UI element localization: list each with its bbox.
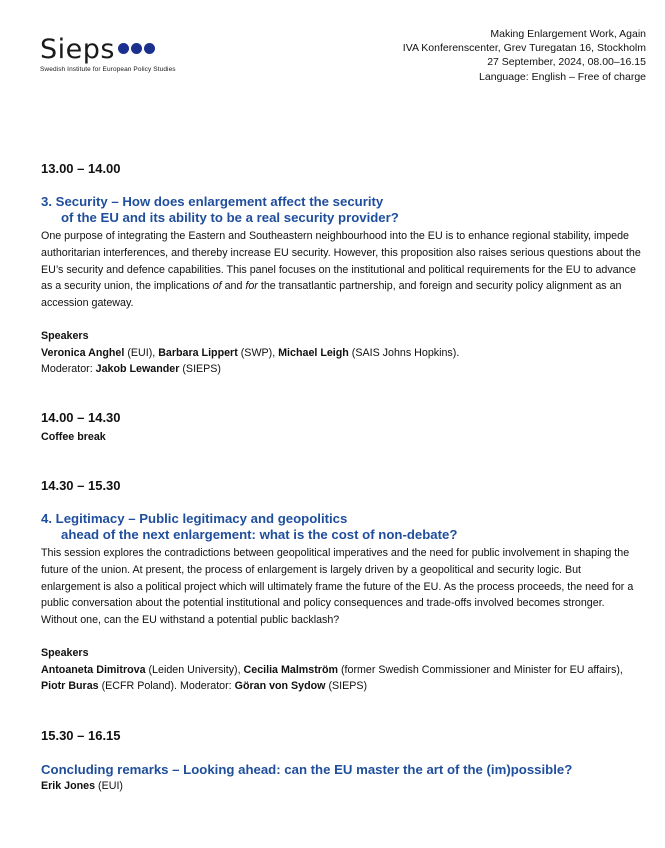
session-4-speakers <box>41 645 641 695</box>
session-4-title-line2: ahead of the next enlargement: what is the cost of non-debate? <box>61 527 458 542</box>
event-date: 27 September, 2024, 08.00–16.15 <box>487 56 646 69</box>
session-4-title <box>41 511 641 543</box>
speakers-heading: Speakers <box>41 330 89 342</box>
closing-speaker: Erik Jones (EUI) <box>41 780 123 792</box>
speaker-list: Antoaneta Dimitrova (Leiden University), Cecilia Malmström (former Swedish Commissioner and Minister for EU affairs), Piotr Buras (ECFR Poland). Moderator: Göran von Sydow (SIEPS) <box>41 663 623 692</box>
event-title: Making Enlargement Work, Again <box>490 28 646 40</box>
logo-subtitle: Swedish Institute for European Policy Studies <box>40 66 176 73</box>
speaker-list: Veronica Anghel (EUI), Barbara Lippert (SWP), Michael Leigh (SAIS Johns Hopkins). <box>41 346 460 359</box>
break-time: 14.00 – 14.30 <box>41 410 121 425</box>
event-info <box>403 27 646 84</box>
session-4-title-line1: 4. Legitimacy – Public legitimacy and geopolitics <box>41 511 348 526</box>
session-4-description: This session explores the contradictions between geopolitical imperatives and the need for public involvement in shaping the future of the union. At present, the process of enlargement is largely driven by a geopolitical and security logic. But enlargement is also a political project which will ultimately frame the future of the EU. As the process proceeds, the need for a public conversation about the potential institutional and policy consequences and trade-offs involved becomes stronger. Without one, can the EU withstand a potential public backlash? <box>41 547 634 627</box>
event-language: Language: English – Free of charge <box>479 70 646 83</box>
speakers-heading: Speakers <box>41 647 89 659</box>
logo-dots-icon <box>118 41 157 59</box>
coffee-break-label: Coffee break <box>41 431 106 443</box>
logo-wordmark: Sieps <box>40 34 115 65</box>
moderator: Moderator: Jakob Lewander (SIEPS) <box>41 363 221 375</box>
event-venue: IVA Konferenscenter, Grev Turegatan 16, Stockholm <box>402 42 646 55</box>
session-3-title-line1: 3. Security – How does enlargement affect the security <box>41 194 384 209</box>
session-4-time: 14.30 – 15.30 <box>41 478 121 493</box>
session-3-title-line2: of the EU and its ability to be a real security provider? <box>61 210 399 225</box>
session-3-time: 13.00 – 14.00 <box>41 161 121 176</box>
session-3-speakers <box>41 328 641 378</box>
closing-title: Concluding remarks – Looking ahead: can the EU master the art of the (im)possible? <box>41 762 573 777</box>
session-3-description: One purpose of integrating the Eastern and Southeastern neighbourhood into the EU is to enhance regional stability, impede authoritarian interferences, and thereby increase EU security. However, this proposition also raises serious questions about the EU’s security and defence capabilities. This panel focuses on the institutional and political requirements for the EU to advance as a security union, the implications of and for the transatlantic partnership, and foreign and security policy alignment as an accession gateway. <box>41 230 641 310</box>
sieps-logo <box>40 36 176 73</box>
closing-time: 15.30 – 16.15 <box>41 728 121 743</box>
session-3-title <box>41 194 641 226</box>
